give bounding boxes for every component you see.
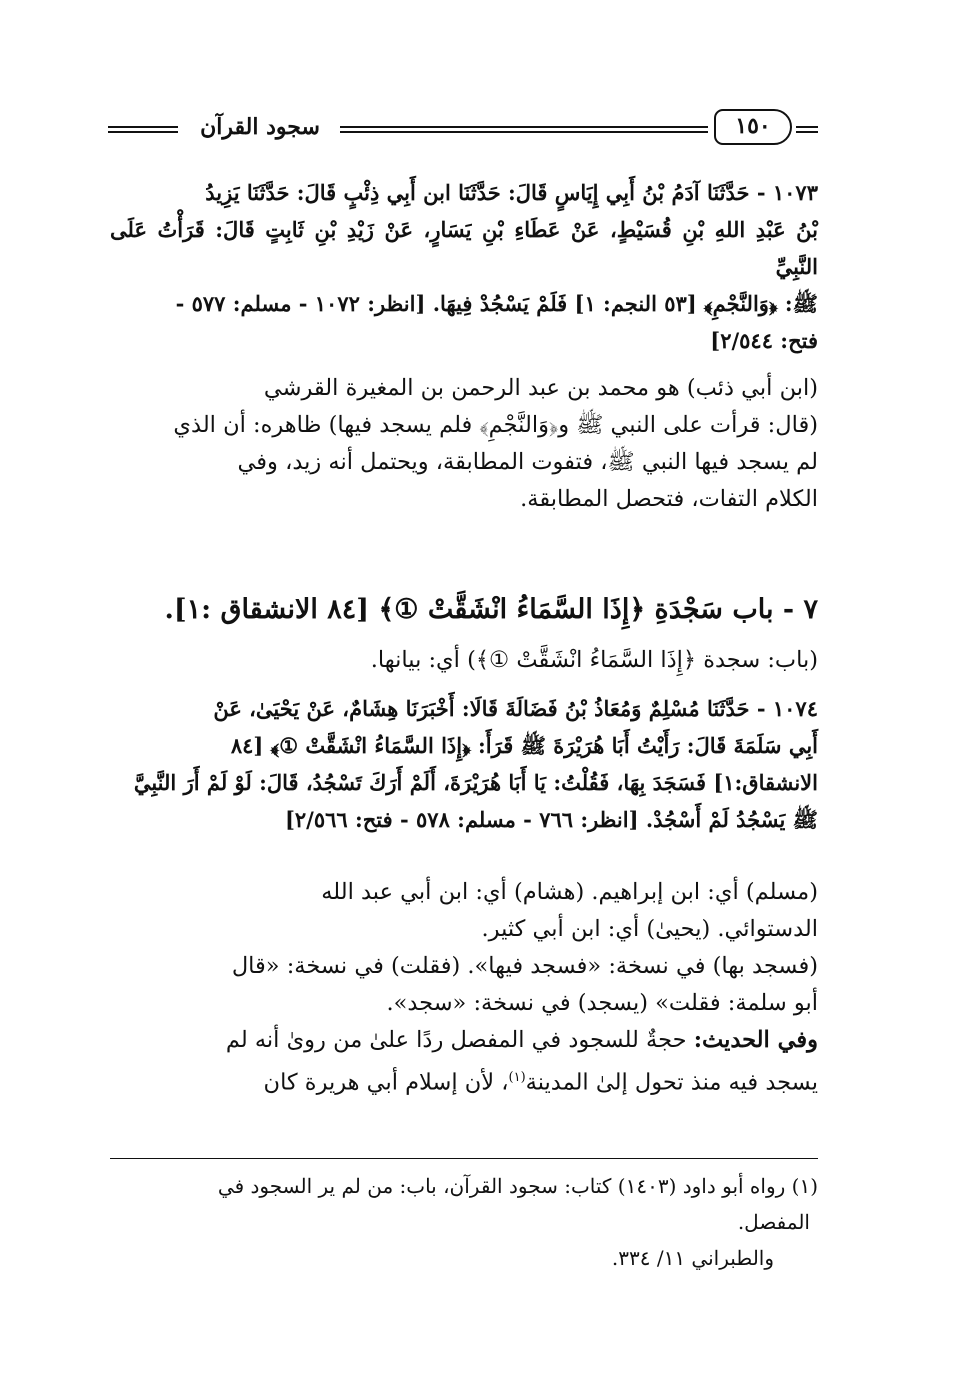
footnotes xyxy=(110,1168,818,1276)
hadith-1073 xyxy=(110,174,818,359)
lead-bold: وفي الحديث: xyxy=(693,1027,818,1053)
commentary-line: لم يسجد فيها النبي ﷺ، فتفوت المطابقة، ويحتمل أنه زيد، وفي xyxy=(237,449,818,475)
page-number: ١٥٠ xyxy=(714,109,792,145)
hadith-1074 xyxy=(110,690,818,838)
header-rule-middle xyxy=(340,126,708,133)
running-title: سجود القرآن xyxy=(200,114,320,140)
section-subtitle: (باب: سجدة ﴿إِذَا السَّمَاءُ انْشَقَّتْ ①﴾) أي: بيانها. xyxy=(370,647,818,673)
header-rule-left xyxy=(108,126,178,133)
section-heading: ٧ - باب سَجْدَةِ ﴿إِذَا السَّمَاءُ انْشَقَّتْ ①﴾ [٨٤ الانشقاق :١]. xyxy=(164,594,818,625)
commentary-line: الكلام التفات، فتحصل المطابقة. xyxy=(520,486,818,512)
hadith-line: ١٠٧٣ - حَدَّثَنَا آدَمُ بْنُ أَبِي إِيَاسٍ قَالَ: حَدَّثَنَا ابن أَبِي ذِئْبٍ قَالَ: حَدَّثَنَا يَزِيدُ xyxy=(205,180,818,205)
hadith-line: ﷺ يَسْجُدُ لَمْ أَسْجُدْ. [انظر: ٧٦٦ - مسلم: ٥٧٨ - فتح: ٢/٥٦٦] xyxy=(284,807,818,832)
commentary-block-2 xyxy=(110,874,818,1102)
commentary-line: وفي الحديث: حجةٌ للسجود في المفصل ردًا علىٰ من روىٰ أنه لم xyxy=(225,1027,818,1053)
commentary-line: (قال: قرأت على النبي ﷺ و﴿وَالنَّجْمِ﴾ فلم يسجد فيها) ظاهره: أن الذي xyxy=(173,412,818,438)
commentary-line: (مسلم) أي: ابن إبراهيم. (هشام) أي: ابن أبي عبد الله xyxy=(321,879,818,905)
hadith-line: بْنُ عَبْدِ اللهِ بْنِ قُسَيْطٍ، عَنْ عَطَاءِ بْنِ يَسَارٍ، عَنْ زَيْدِ بْنِ ثَابِتٍ قَالَ: قَرَأْتُ عَلَى النَّبِيِّ xyxy=(110,217,818,279)
page-header xyxy=(108,108,818,152)
commentary-line: الدستوائي. (يحيىٰ) أي: ابن أبي كثير. xyxy=(481,916,818,942)
hadith-line: ١٠٧٤ - حَدَّثَنَا مُسْلِمٌ وَمُعَاذُ بْنُ فَضَالَةَ قَالَا: أَخْبَرَنَا هِشَامٌ، عَنْ يَحْيَىٰ، عَنْ xyxy=(213,696,818,721)
hadith-line: الانشقاق:١] فَسَجَدَ بِهَا، فَقُلْتُ: يَا أَبَا هُرَيْرَةَ، أَلَمْ أَرَكَ تَسْجُدُ، قَالَ: لَوْ لَمْ أَرَ النَّبِيَّ xyxy=(133,770,818,795)
header-rule-right xyxy=(796,126,818,133)
footnote-line: المفصل. xyxy=(737,1210,810,1234)
footnote-marker[interactable]: (١) xyxy=(508,1070,526,1085)
hadith-line: ﷺ: ﴿وَالنَّجْمِ﴾ [٥٣ النجم: ١] فَلَمْ يَسْجُدْ فِيهَا. [انظر: ١٠٧٢ - مسلم: ٥٧٧ - xyxy=(175,291,818,316)
hadith-line: فتح: ٢/٥٤٤] xyxy=(710,328,818,353)
commentary-line: (ابن أبي ذئب) هو محمد بن عبد الرحمن بن المغيرة القرشي xyxy=(263,375,818,401)
footnote-separator xyxy=(110,1158,818,1159)
footnote-line: والطبراني ١١/ ٣٣٤. xyxy=(611,1246,774,1270)
commentary-block-1 xyxy=(110,370,818,518)
commentary-line: (فسجد بها) في نسخة: «فسجد فيها». (فقلت) في نسخة: «قال xyxy=(231,953,818,979)
commentary-line: أبو سلمة: فقلت» (يسجد) في نسخة: «سجد». xyxy=(386,990,818,1016)
hadith-line: أَبِي سَلَمَةَ قَالَ: رَأَيْتُ أَبَا هُرَيْرَةَ ﷺ قَرَأَ: ﴿إِذَا السَّمَاءُ انْشَقَّتْ ①﴾ [٨٤ xyxy=(230,733,818,758)
footnote-line: (١) رواه أبو داود (١٤٠٣) كتاب: سجود القرآن، باب: من لم ير السجود في xyxy=(217,1174,818,1198)
commentary-line: يسجد فيه منذ تحول إلىٰ المدينة$^{(١)}$، لأن إسلام أبي هريرة كان xyxy=(263,1069,818,1096)
